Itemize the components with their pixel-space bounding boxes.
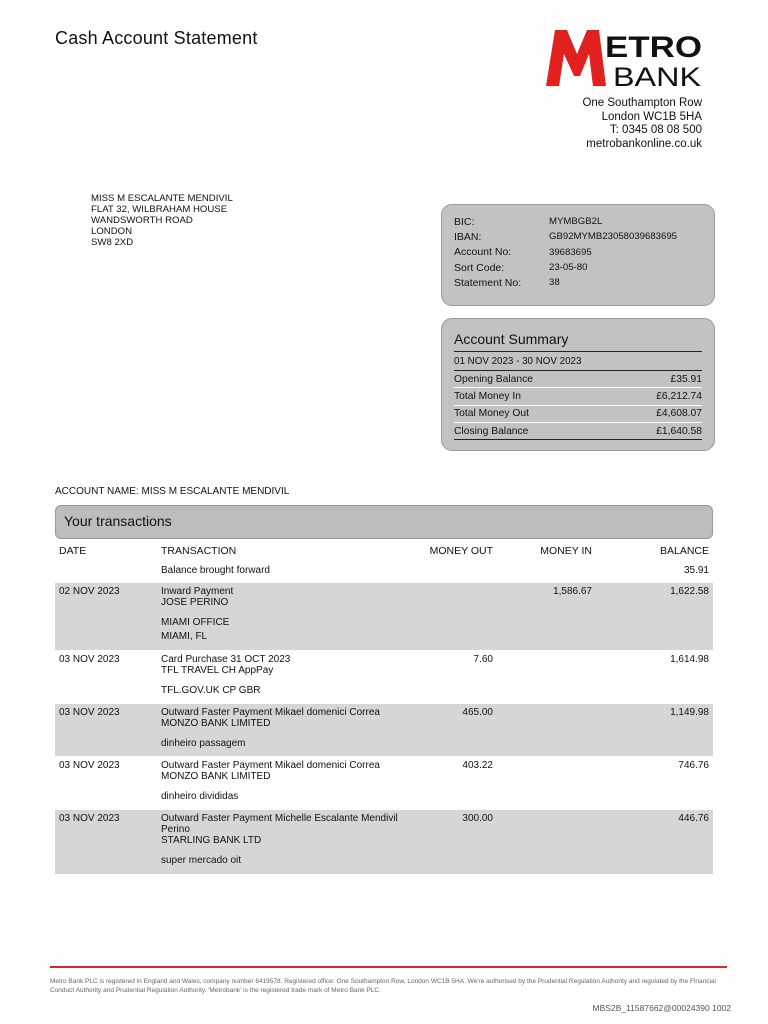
tx-money-out: 465.00 bbox=[462, 707, 493, 718]
footer-reference: MBS2B_11587662@00024390 1002 bbox=[592, 1003, 731, 1013]
customer-address-line: FLAT 32, WILBRAHAM HOUSE bbox=[91, 204, 228, 215]
tx-date: 03 NOV 2023 bbox=[59, 654, 120, 665]
account-name: ACCOUNT NAME: MISS M ESCALANTE MENDIVIL bbox=[55, 486, 290, 497]
tx-balance: 1,622.58 bbox=[670, 586, 709, 597]
details-value: 39683695 bbox=[549, 246, 592, 258]
details-value: MYMBGB2L bbox=[549, 216, 603, 228]
tx-money-in: 1,586.67 bbox=[553, 586, 592, 597]
tx-line: Perino bbox=[161, 824, 190, 835]
table-row bbox=[55, 757, 713, 809]
account-summary-box bbox=[441, 318, 715, 451]
summary-label: Total Money Out bbox=[454, 408, 529, 420]
logo-m-mark bbox=[546, 30, 606, 86]
tx-description bbox=[161, 586, 233, 642]
details-row-iban bbox=[454, 229, 702, 244]
summary-title: Account Summary bbox=[454, 331, 702, 352]
tx-balance: 746.76 bbox=[678, 760, 709, 771]
summary-value: £35.91 bbox=[670, 373, 702, 385]
tx-date: 03 NOV 2023 bbox=[59, 707, 120, 718]
tx-description bbox=[161, 707, 380, 749]
bank-address-line: London WC1B 5HA bbox=[601, 110, 702, 123]
tx-extra-line: MIAMI OFFICE bbox=[161, 617, 230, 628]
details-value: 23-05-80 bbox=[549, 262, 588, 274]
tx-extra-line: dinheiro passagem bbox=[161, 738, 246, 749]
summary-row-money-out bbox=[454, 406, 702, 423]
details-row-sort-code bbox=[454, 260, 702, 275]
tx-line: Card Purchase 31 OCT 2023 bbox=[161, 654, 291, 665]
account-details-box bbox=[441, 204, 715, 306]
summary-value: £6,212.74 bbox=[656, 390, 702, 402]
details-label: Account No: bbox=[454, 246, 512, 259]
tx-extra-line: dinheiro divididas bbox=[161, 791, 239, 802]
tx-line: MONZO BANK LIMITED bbox=[161, 718, 271, 729]
summary-row-opening bbox=[454, 371, 702, 388]
tx-line: Outward Faster Payment Michelle Escalante Mendivil bbox=[161, 813, 398, 824]
customer-postcode: SW8 2XD bbox=[91, 237, 134, 248]
tx-line: Balance brought forward bbox=[161, 565, 270, 576]
details-label: Sort Code: bbox=[454, 261, 505, 274]
details-value: 38 bbox=[549, 277, 560, 289]
summary-period: 01 NOV 2023 - 30 NOV 2023 bbox=[454, 352, 702, 371]
table-row bbox=[55, 583, 713, 650]
summary-row-money-in bbox=[454, 388, 702, 405]
tx-date: 03 NOV 2023 bbox=[59, 813, 120, 824]
table-row bbox=[55, 704, 713, 756]
logo-bank-text: BANK bbox=[613, 62, 701, 88]
details-label: Statement No: bbox=[454, 276, 522, 289]
tx-money-out: 403.22 bbox=[462, 760, 493, 771]
tx-date: 03 NOV 2023 bbox=[59, 760, 120, 771]
bank-address bbox=[582, 97, 702, 151]
tx-description bbox=[161, 565, 270, 576]
tx-line: JOSE PERINO bbox=[161, 597, 229, 608]
tx-balance: 446.76 bbox=[678, 813, 709, 824]
transactions-heading: Your transactions bbox=[55, 505, 713, 539]
details-label: BIC: bbox=[454, 215, 475, 228]
tx-balance: 1,149.98 bbox=[670, 707, 709, 718]
details-row-account-no bbox=[454, 245, 702, 260]
tx-money-out: 7.60 bbox=[473, 654, 493, 665]
details-label: IBAN: bbox=[454, 230, 482, 243]
tx-money-out: 300.00 bbox=[462, 813, 493, 824]
metro-bank-logo bbox=[546, 30, 706, 88]
bank-phone: T: 0345 08 08 500 bbox=[609, 124, 702, 136]
details-value: GB92MYMB23058039683695 bbox=[549, 231, 678, 243]
bank-address-line: One Southampton Row bbox=[582, 97, 702, 109]
summary-label: Opening Balance bbox=[454, 373, 534, 385]
customer-address-line: WANDSWORTH ROAD bbox=[91, 215, 193, 226]
column-header-balance: BALANCE bbox=[659, 545, 709, 557]
tx-line: MONZO BANK LIMITED bbox=[161, 771, 271, 782]
tx-line: TFL TRAVEL CH AppPay bbox=[161, 665, 274, 676]
column-header-date: DATE bbox=[59, 545, 87, 557]
tx-description bbox=[161, 654, 290, 696]
table-row bbox=[55, 810, 713, 874]
tx-line: Outward Faster Payment Mikael domenici Correa bbox=[161, 707, 380, 718]
tx-date: 02 NOV 2023 bbox=[59, 586, 120, 597]
summary-row-closing bbox=[454, 423, 702, 440]
summary-value: £1,640.58 bbox=[656, 425, 702, 437]
tx-extra-line: super mercado oit bbox=[161, 855, 242, 866]
tx-extra-line: MIAMI, FL bbox=[161, 631, 208, 642]
customer-address-line: LONDON bbox=[91, 226, 133, 237]
details-row-statement-no bbox=[454, 275, 702, 290]
column-header-money-out: MONEY OUT bbox=[429, 545, 493, 557]
column-header-transaction: TRANSACTION bbox=[161, 545, 237, 557]
customer-name: MISS M ESCALANTE MENDIVIL bbox=[91, 193, 233, 204]
summary-label: Total Money In bbox=[454, 390, 521, 402]
summary-label: Closing Balance bbox=[454, 425, 529, 437]
tx-line: Inward Payment bbox=[161, 586, 234, 597]
transactions-column-headers bbox=[55, 545, 713, 559]
details-row-bic bbox=[454, 214, 702, 229]
summary-value: £4,608.07 bbox=[656, 408, 702, 420]
tx-description bbox=[161, 760, 380, 802]
tx-balance: 1,614.98 bbox=[670, 654, 709, 665]
column-header-money-in: MONEY IN bbox=[540, 545, 592, 557]
tx-balance: 35.91 bbox=[683, 565, 709, 576]
tx-extra-line: TFL.GOV.UK CP GBR bbox=[161, 685, 261, 696]
tx-description bbox=[161, 813, 398, 866]
table-row bbox=[55, 651, 713, 703]
tx-line: Outward Faster Payment Mikael domenici Correa bbox=[161, 760, 380, 771]
customer-address bbox=[91, 193, 233, 248]
footer-legal-text: Metro Bank PLC is registered in England and Wales, company number 6419578. Registered office: One Southampton Row, London WC1B 5HA. We're authorised by the Prudential Regulation Authority and regulated by the Financial Conduct Authority and Prudential Regulation Authority. 'Metrobank' is the registered trade mark of Metro Bank PLC. bbox=[50, 978, 716, 994]
footer-divider bbox=[50, 966, 727, 968]
document-title: Cash Account Statement bbox=[55, 28, 258, 48]
table-row bbox=[55, 562, 713, 582]
logo-metro-text: ETRO bbox=[605, 31, 702, 64]
bank-website: metrobankonline.co.uk bbox=[586, 137, 702, 150]
tx-line: STARLING BANK LTD bbox=[161, 835, 262, 846]
